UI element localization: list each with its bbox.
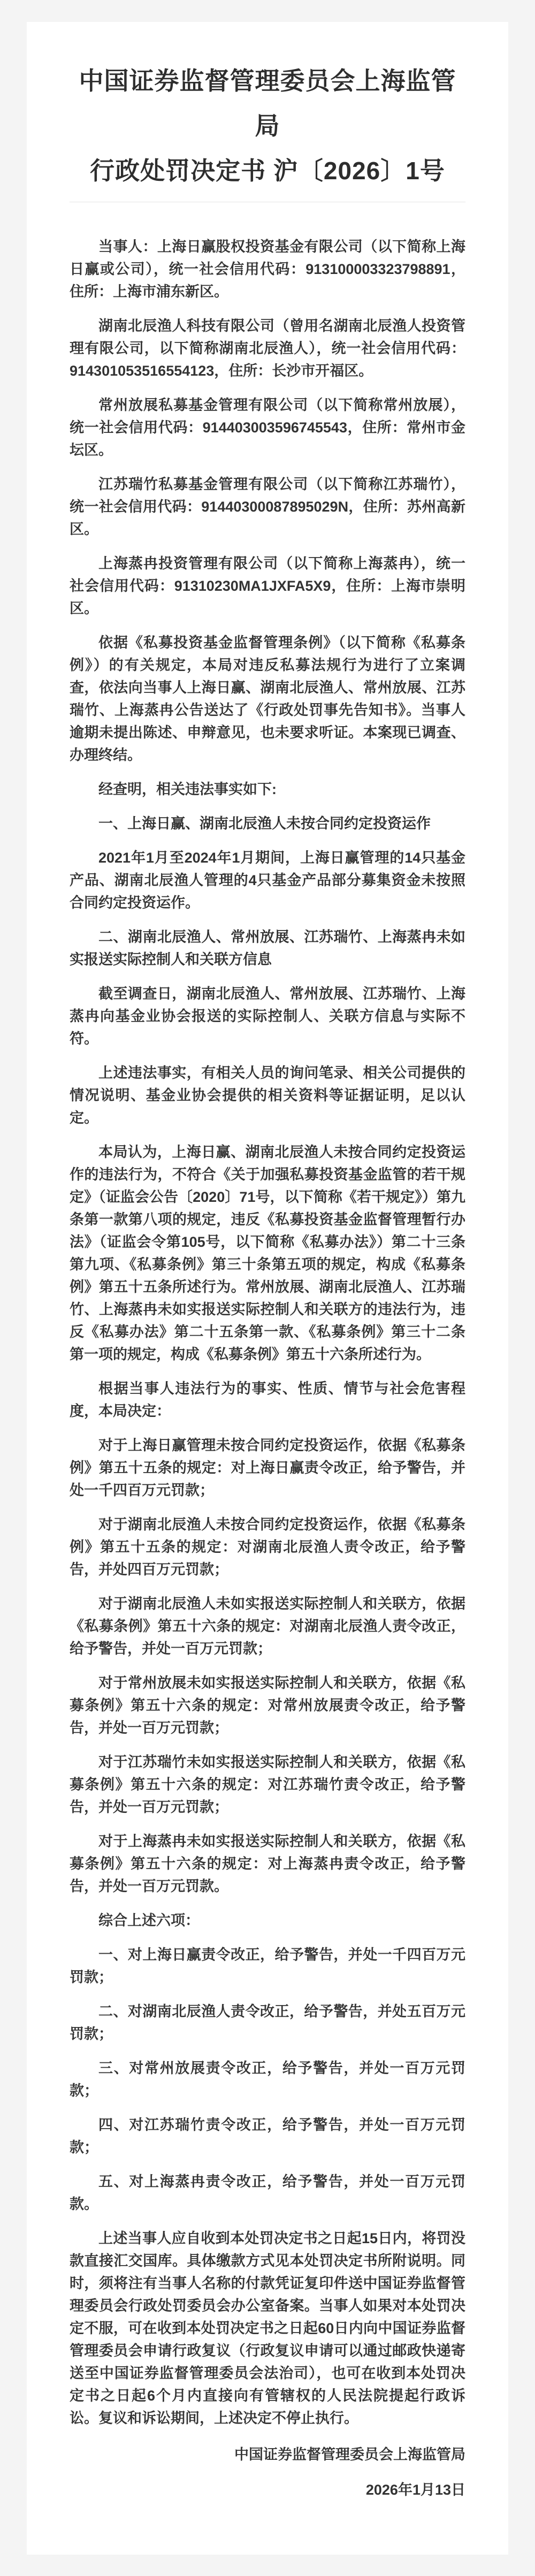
decision-6-paragraph: 对于上海蒸冉未如实报送实际控制人和关联方，依据《私募条例》第五十六条的规定：对上海蒸冉责令改正，给予警告，并处一百万元罚款。 xyxy=(70,1833,465,1894)
document-title-line-1: 中国证券监督管理委员会上海监管局 xyxy=(79,67,456,140)
decision-1-paragraph: 对于上海日赢管理未按合同约定投资运作，依据《私募条例》第五十五条的规定：对上海日赢责令改正，给予警告，并处一千四百万元罚款； xyxy=(70,1437,465,1498)
decision-2-paragraph: 对于湖南北辰渔人未按合同约定投资运作，依据《私募条例》第五十五条的规定：对湖南北辰渔人责令改正，给予警告，并处四百万元罚款； xyxy=(70,1516,465,1577)
decision-intro-paragraph: 根据当事人违法行为的事实、性质、情节与社会危害程度，本局决定： xyxy=(70,1381,465,1419)
summary-item-2: 二、对湖南北辰渔人责令改正，给予警告，并处五百万元罚款； xyxy=(70,2003,465,2042)
legal-analysis-paragraph: 本局认为，上海日赢、湖南北辰渔人未按合同约定投资运作的违法行为，不符合《关于加强私募投资基金监管的若干规定》（证监会公告〔2020〕71号，以下简称《若干规定》）第九条第一款第八项的规定，违反《私募投资基金监督管理暂行办法》（证监会令第105号，以下简称《私募办法》）第二十三条第九项、《私募条例》第三十条第五项的规定，构成《私募条例》第五十五条所述行为。常州放展、湖南北辰渔人、江苏瑞竹、上海蒸冉未如实报送实际控制人和关联方的违法行为，违反《私募办法》第二十五条第一款、《私募条例》第三十二条第一项的规定，构成《私募条例》第五十六条所述行为。 xyxy=(70,1144,465,1362)
document-title-line-2: 行政处罚决定书 沪〔2026〕1号 xyxy=(90,157,445,185)
fact-1-paragraph: 2021年1月至2024年1月期间，上海日赢管理的14只基金产品、湖南北辰渔人管理的4只基金产品部分募集资金未按照合同约定投资运作。 xyxy=(70,850,465,911)
procedure-paragraph: 依据《私募投资基金监督管理条例》（以下简称《私募条例》）的有关规定，本局对违反私募法规行为进行了立案调查，依法向当事人上海日赢、湖南北辰渔人、常州放展、江苏瑞竹、上海蒸冉公告送达了《行政处罚事先告知书》。当事人逾期未提出陈述、申辩意见，也未要求听证。本案现已调查、办理终结。 xyxy=(70,635,465,763)
party-paragraph-changzhou-fangzhan: 常州放展私募基金管理有限公司（以下简称常州放展），统一社会信用代码：914403003596745543，住所：常州市金坛区。 xyxy=(70,397,465,458)
summary-item-4: 四、对江苏瑞竹责令改正，给予警告，并处一百万元罚款； xyxy=(70,2117,465,2155)
summary-item-1: 一、对上海日赢责令改正，给予警告，并处一千四百万元罚款； xyxy=(70,1947,465,1985)
fact-2-paragraph: 截至调查日，湖南北辰渔人、常州放展、江苏瑞竹、上海蒸冉向基金业协会报送的实际控制人、关联方信息与实际不符。 xyxy=(70,986,465,1047)
document-title xyxy=(70,58,465,193)
party-paragraph-shanghai-zhengran: 上海蒸冉投资管理有限公司（以下简称上海蒸冉），统一社会信用代码：91310230MA1JXFA5X9，住所：上海市崇明区。 xyxy=(70,555,465,616)
evidence-paragraph: 上述违法事实，有相关人员的询问笔录、相关公司提供的情况说明、基金业协会提供的相关资料等证据证明，足以认定。 xyxy=(70,1065,465,1126)
section-2-heading: 二、湖南北辰渔人、常州放展、江苏瑞竹、上海蒸冉未如实报送实际控制人和关联方信息 xyxy=(70,929,465,967)
decision-4-paragraph: 对于常州放展未如实报送实际控制人和关联方，依据《私募条例》第五十六条的规定：对常州放展责令改正，给予警告，并处一百万元罚款； xyxy=(70,1675,465,1736)
document-body xyxy=(70,235,465,2501)
summary-item-3: 三、对常州放展责令改正，给予警告，并处一百万元罚款； xyxy=(70,2060,465,2099)
signature-organization: 中国证券监督管理委员会上海监管局 xyxy=(234,2447,465,2463)
facts-intro-paragraph: 经查明，相关违法事实如下: xyxy=(98,781,277,797)
signature-date: 2026年1月13日 xyxy=(365,2482,465,2498)
decision-3-paragraph: 对于湖南北辰渔人未如实报送实际控制人和关联方，依据《私募条例》第五十六条的规定：对湖南北辰渔人责令改正，给予警告，并处一百万元罚款； xyxy=(70,1596,465,1657)
document-card xyxy=(27,22,508,2555)
payment-appeal-paragraph: 上述当事人应自收到本处罚决定书之日起15日内，将罚没款直接汇交国库。具体缴款方式见本处罚决定书所附说明。同时，须将注有当事人名称的付款凭证复印件送中国证券监督管理委员会行政处罚委员会办公室备案。当事人如果对本处罚决定不服，可在收到本处罚决定书之日起60日内向中国证券监督管理委员会申请行政复议（行政复议申请可以通过邮政快递寄送至中国证券监督管理委员会法治司），也可在收到本处罚决定书之日起6个月内直接向有管辖权的人民法院提起行政诉讼。复议和诉讼期间，上述决定不停止执行。 xyxy=(70,2230,465,2426)
summary-intro-paragraph: 综合上述六项： xyxy=(98,1912,200,1929)
party-paragraph-jiangsu-ruizhu: 江苏瑞竹私募基金管理有限公司（以下简称江苏瑞竹），统一社会信用代码：91440300087895029N，住所：苏州高新区。 xyxy=(70,476,465,537)
section-1-heading: 一、上海日赢、湖南北辰渔人未按合同约定投资运作 xyxy=(98,816,431,832)
party-paragraph-shanghai-riying: 当事人：上海日赢股权投资基金有限公司（以下简称上海日赢或公司），统一社会信用代码：913100003323798891，住所：上海市浦东新区。 xyxy=(70,239,465,300)
summary-item-5: 五、对上海蒸冉责令改正，给予警告，并处一百万元罚款。 xyxy=(70,2174,465,2212)
party-paragraph-hunan-beichenyuren: 湖南北辰渔人科技有限公司（曾用名湖南北辰渔人投资管理有限公司，以下简称湖南北辰渔人），统一社会信用代码：914301053516554123，住所：长沙市开福区。 xyxy=(70,318,465,379)
decision-5-paragraph: 对于江苏瑞竹未如实报送实际控制人和关联方，依据《私募条例》第五十六条的规定：对江苏瑞竹责令改正，给予警告，并处一百万元罚款； xyxy=(70,1754,465,1815)
